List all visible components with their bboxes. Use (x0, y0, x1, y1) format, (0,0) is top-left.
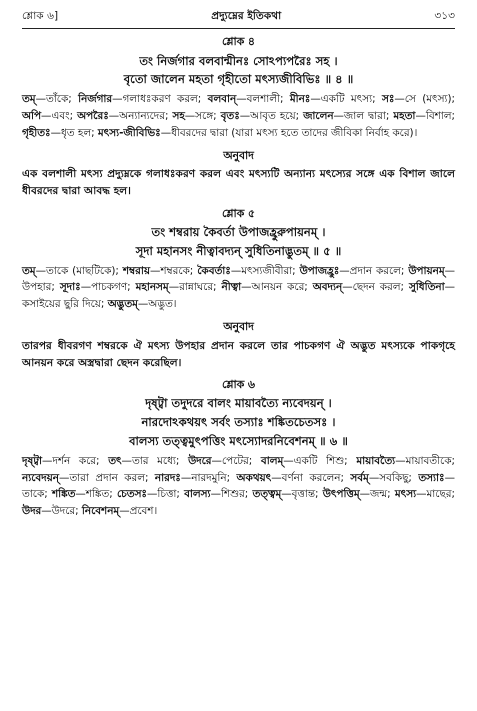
word-meaning: —একটি মৎস্য; (310, 93, 382, 106)
word-meaning: —মায়াবতীকে; (395, 454, 455, 467)
sanskrit-word: কৈবর্তাঃ (197, 264, 231, 277)
sanskrit-word: তৎ (108, 454, 122, 467)
sanskrit-word: শঙ্কিত (51, 488, 76, 501)
sanskrit-word: সূদাঃ (59, 281, 81, 294)
sanskrit-word: গৃহীতঃ (22, 126, 51, 139)
word-meaning: —সে (মৎস্য); (394, 93, 455, 106)
translation-text: এক বলশালী মৎস্য প্রদ্যুম্নকে গলাধঃকরণ করল এবং মৎস্যটি অন্যান্য মৎস্যের সঙ্গে এক বিশাল জালে ধীবরদের দ্বারা আবদ্ধ হল। (22, 168, 455, 198)
sanskrit-word: সুধিতিনা (408, 281, 445, 294)
sanskrit-word: নারদঃ (154, 471, 181, 484)
sanskrit-word: বৃতঃ (220, 110, 240, 123)
word-meaning: —সঙ্গে; (184, 110, 221, 123)
sanskrit-word: উপাজহ্রুঃ (299, 264, 340, 277)
word-meaning: —প্রদান করলে; (339, 264, 409, 277)
sanskrit-word: মহতা (393, 110, 416, 123)
word-meaning: —জাল দ্বারা; (333, 110, 394, 123)
word-meaning: —তার মধ্যে; (121, 454, 189, 467)
verse-line: সূদা মহানসং নীত্বাবদ্যন্ সুধিতিনাদ্ভুতম্ ॥ ৫ ॥ (135, 243, 342, 258)
word-meaning: —চিত্তা; (146, 488, 185, 501)
sanskrit-word: উদর (22, 505, 42, 518)
verse-section-5 (22, 205, 455, 372)
translation-label: অনুবাদ (223, 320, 254, 334)
sanskrit-word: নির্জগার (78, 93, 113, 106)
sanskrit-word: উপায়নম্ (408, 264, 445, 277)
word-meaning: —অন্যান্যদের; (108, 110, 173, 123)
translation-text: তারপর ধীবরগণ শম্বরকে ঐ মৎস্য উপহার প্রদান করলে তার পাচকগণ ঐ অদ্ভুত মৎস্যকে পাকগৃহে আনয়ন করে অস্ত্রদ্বারা ছেদন করেছিল। (22, 339, 455, 369)
sanskrit-word: নিবেশনম্ (81, 505, 120, 518)
word-for-word (22, 91, 455, 142)
verse-section-6 (22, 376, 455, 520)
sanskrit-word: সহ (172, 110, 185, 123)
word-meaning: —এবং; (41, 110, 78, 123)
verse-line: তং নির্জগার বলবান্মীনঃ সোঽপ্যপরৈঃ সহ । (139, 53, 338, 68)
sanskrit-word: তম্ (22, 93, 36, 106)
sanskrit-word: উৎপত্তিম্ (322, 488, 360, 501)
word-meaning: —কসাইয়ের ছুরি দিয়ে; (22, 281, 456, 311)
header-verse-ref: শ্লোক ৬] (22, 10, 59, 22)
sanskrit-word: তম্ (22, 264, 36, 277)
sanskrit-verse (22, 52, 455, 90)
word-meaning: —প্রবেশ। (119, 505, 158, 518)
word-meaning: —বর্ণনা করলেন; (271, 471, 351, 484)
sanskrit-word: তত্ত্বম্ (252, 488, 282, 501)
sanskrit-word: ন্যবেদয়ন্ (22, 471, 59, 484)
sanskrit-word: মায়াবত্যৈ (356, 454, 396, 467)
sanskrit-verse (22, 394, 455, 450)
sanskrit-word: অপি (22, 110, 42, 123)
word-meaning: —ছেদন করল; (342, 281, 409, 294)
sanskrit-word: নীত্বা (221, 281, 242, 294)
sanskrit-word: অবদ্যন্ (312, 281, 343, 294)
word-meaning: —শঙ্কিত; (75, 488, 117, 501)
word-meaning: —রান্নাঘরে; (168, 281, 222, 294)
word-meaning: —বিশাল; (415, 110, 456, 123)
sanskrit-word: চেতসঃ (116, 488, 147, 501)
word-meaning: —অদ্ভুত। (137, 298, 177, 311)
sanskrit-word: বলবান্ (207, 93, 237, 106)
word-meaning: —বলশালী; (236, 93, 290, 106)
page-number: ৩১৩ (434, 10, 455, 22)
sanskrit-word: বালম্ (260, 454, 284, 467)
sanskrit-word: মীনঃ (289, 93, 311, 106)
sanskrit-word: উদরে (188, 454, 212, 467)
word-meaning: —বৃত্তান্ত; (281, 488, 323, 501)
word-meaning: —শিশুর; (210, 488, 253, 501)
word-meaning: —জন্ম; (359, 488, 395, 501)
word-meaning: —আনয়ন করে; (241, 281, 313, 294)
verse-label: শ্লোক ৪ (222, 35, 255, 49)
word-meaning: —আবৃত হয়ে; (239, 110, 304, 123)
sanskrit-word: অকথয়ৎ (236, 471, 272, 484)
sanskrit-word: দৃষ্ট্বা (22, 454, 42, 467)
sanskrit-word: মৎস্য-জীবিভিঃ (97, 126, 161, 139)
sanskrit-word: সর্বম্ (350, 471, 369, 484)
sanskrit-verse (22, 223, 455, 261)
sanskrit-word: সঃ (381, 93, 395, 106)
word-meaning: —নারদমুনি; (180, 471, 237, 484)
verse-line: তং শম্বরায় কৈবর্তা উপাজহ্রুরুপায়নম্ । (151, 225, 326, 240)
word-meaning: —তাকে; (22, 471, 455, 501)
sanskrit-word: বালস্য (184, 488, 211, 501)
sanskrit-word: তস্যাঃ (418, 471, 445, 484)
word-meaning: —পাচকগণ; (80, 281, 136, 294)
verse-label: শ্লোক ৬ (222, 377, 255, 391)
word-meaning: —শম্বরকে; (149, 264, 198, 277)
word-meaning: —মৎস্যজীবীরা; (230, 264, 300, 277)
word-meaning: —তাকে (মাছটিকে); (35, 264, 123, 277)
verse-line: বালস্য তত্ত্বমুৎপত্তিং মৎস্যোদরনিবেশনম্ ॥ ৬ ॥ (129, 433, 348, 448)
word-meaning: —উদরে; (41, 505, 82, 518)
word-meaning: —তাঁকে; (35, 93, 79, 106)
word-meaning: —উপহার; (22, 264, 455, 294)
verse-line: নারদোঽকথয়ৎ সর্বং তস্যাঃ শঙ্কিতচেতসঃ । (141, 415, 336, 430)
word-meaning: —গলাধঃকরণ করল; (112, 93, 208, 106)
word-meaning: —দর্শন করে; (42, 454, 109, 467)
word-for-word (22, 453, 455, 520)
sanskrit-word: জালেন (303, 110, 334, 123)
sanskrit-word: মহানসম্ (135, 281, 169, 294)
word-meaning: —পেটের; (211, 454, 261, 467)
word-meaning: —একটি শিশু; (283, 454, 357, 467)
translation-label: অনুবাদ (223, 148, 254, 162)
verse-line: বৃতো জালেন মহতা গৃহীতো মৎস্যজীবিভিঃ ॥ ৪ ॥ (123, 72, 354, 87)
word-meaning: —সবকিছু; (368, 471, 419, 484)
word-meaning: —ধীবরদের দ্বারা (যারা মৎস্য হতে তাদের জীবিকা নির্বাহ করে)। (160, 126, 418, 139)
verse-label: শ্লোক ৫ (222, 206, 255, 220)
sanskrit-word: মৎস্য (394, 488, 417, 501)
sanskrit-word: শম্বরায় (122, 264, 150, 277)
word-for-word (22, 263, 455, 314)
word-meaning: —তারা প্রদান করল; (58, 471, 155, 484)
verse-section-4 (22, 33, 455, 200)
sanskrit-word: অদ্ভুতম্ (107, 298, 138, 311)
sanskrit-word: অপরৈঃ (77, 110, 109, 123)
verse-line: দৃষ্ট্বা তদুদরে বালং মায়াবত্যৈ ন্যবেদয়ন্ । (145, 396, 332, 411)
word-meaning: —ধৃত হল; (50, 126, 98, 139)
page-header (22, 8, 455, 29)
word-meaning: —মাছের; (416, 488, 455, 501)
header-chapter-title: প্রদ্যুম্নের ইতিকথা (211, 10, 282, 22)
